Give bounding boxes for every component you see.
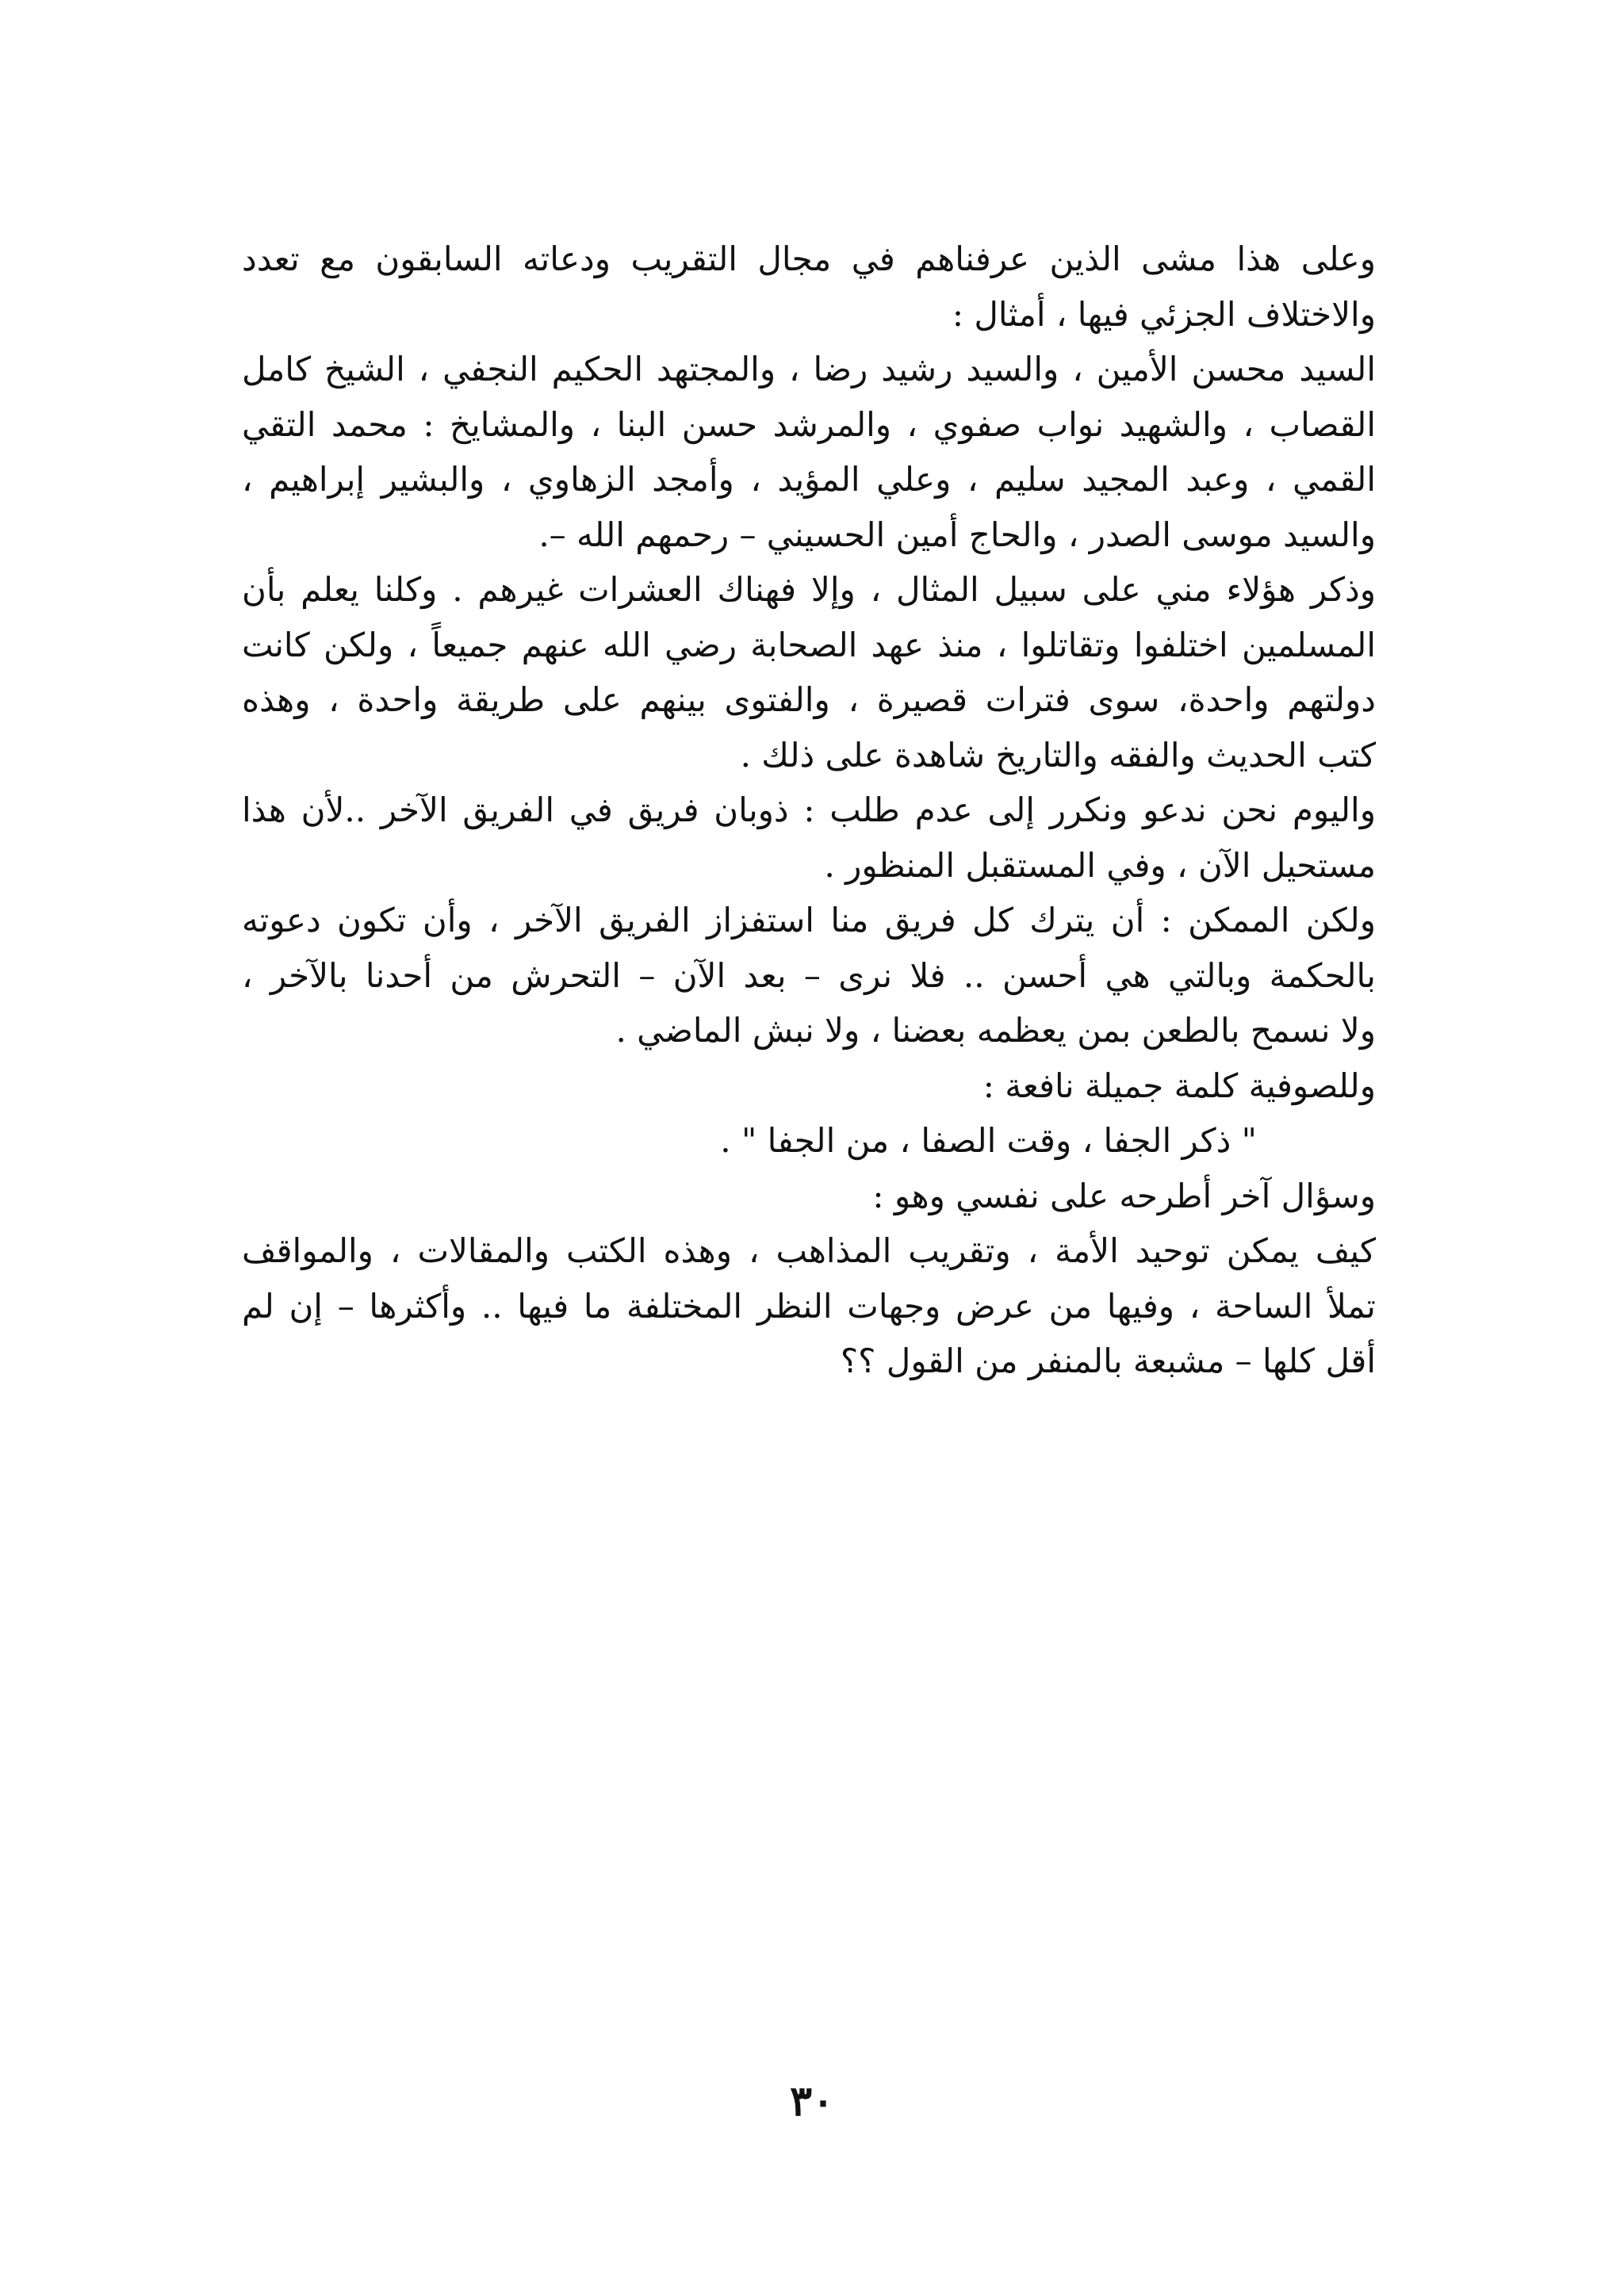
- text-line: القمي ، وعبد المجيد سليم ، وعلي المؤيد ، وأمجد الزهاوي ، والبشير إبراهيم ،: [242, 460, 1376, 499]
- text-line: ولا نسمح بالطعن بمن يعظمه بعضنا ، ولا نبش الماضي .: [615, 1011, 1376, 1050]
- text-line: أقل كلها – مشبعة بالمنفر من القول ؟؟: [840, 1341, 1376, 1380]
- text-line: السيد محسن الأمين ، والسيد رشيد رضا ، والمجتهد الحكيم النجفي ، الشيخ كامل: [242, 350, 1376, 388]
- text-line: كيف يمكن توحيد الأمة ، وتقريب المذاهب ، وهذه الكتب والمقالات ، والمواقف: [242, 1231, 1376, 1270]
- text-line: وسؤال آخر أطرحه على نفسي وهو :: [872, 1176, 1376, 1215]
- text-line: بالحكمة وبالتي هي أحسن .. فلا نرى – بعد الآن – التحرش من أحدنا بالآخر ،: [242, 955, 1376, 995]
- text-line: تملأ الساحة ، وفيها من عرض وجهات النظر المختلفة ما فيها .. وأكثرها – إن لم: [242, 1286, 1376, 1326]
- text-line: وذكر هؤلاء مني على سبيل المثال ، وإلا فهناك العشرات غيرهم . وكلنا يعلم بأن: [242, 570, 1376, 609]
- text-line: واليوم نحن ندعو ونكرر إلى عدم طلب : ذوبان فريق في الفريق الآخر ..لأن هذا: [242, 790, 1376, 829]
- text-line: القصاب ، والشهيد نواب صفوي ، والمرشد حسن البنا ، والمشايخ : محمد التقي: [242, 404, 1376, 444]
- text-line: دولتهم واحدة، سوى فترات قصيرة ، والفتوى بينهم على طريقة واحدة ، وهذه: [242, 680, 1376, 719]
- page-number: ٣٠: [790, 2077, 834, 2126]
- text-line: وللصوفية كلمة جميلة نافعة :: [982, 1066, 1376, 1105]
- text-line: كتب الحديث والفقه والتاريخ شاهدة على ذلك .: [740, 735, 1376, 775]
- page-body: [242, 232, 1376, 1389]
- quote-line: " ذكر الجفا ، وقت الصفا ، من الجفا " .: [720, 1121, 1257, 1160]
- text-line: ولكن الممكن : أن يترك كل فريق منا استفزاز الفريق الآخر ، وأن تكون دعوته: [242, 901, 1376, 939]
- text-line: والاختلاف الجزئي فيها ، أمثال :: [952, 294, 1376, 334]
- text-line: مستحيل الآن ، وفي المستقبل المنظور .: [824, 845, 1376, 885]
- text-line: وعلى هذا مشى الذين عرفناهم في مجال التقريب ودعاته السابقون مع تعدد: [242, 239, 1376, 278]
- text-line: المسلمين اختلفوا وتقاتلوا ، منذ عهد الصحابة رضي الله عنهم جميعاً ، ولكن كانت: [242, 625, 1376, 664]
- text-line: والسيد موسى الصدر ، والحاج أمين الحسيني – رحمهم الله –.: [538, 515, 1376, 554]
